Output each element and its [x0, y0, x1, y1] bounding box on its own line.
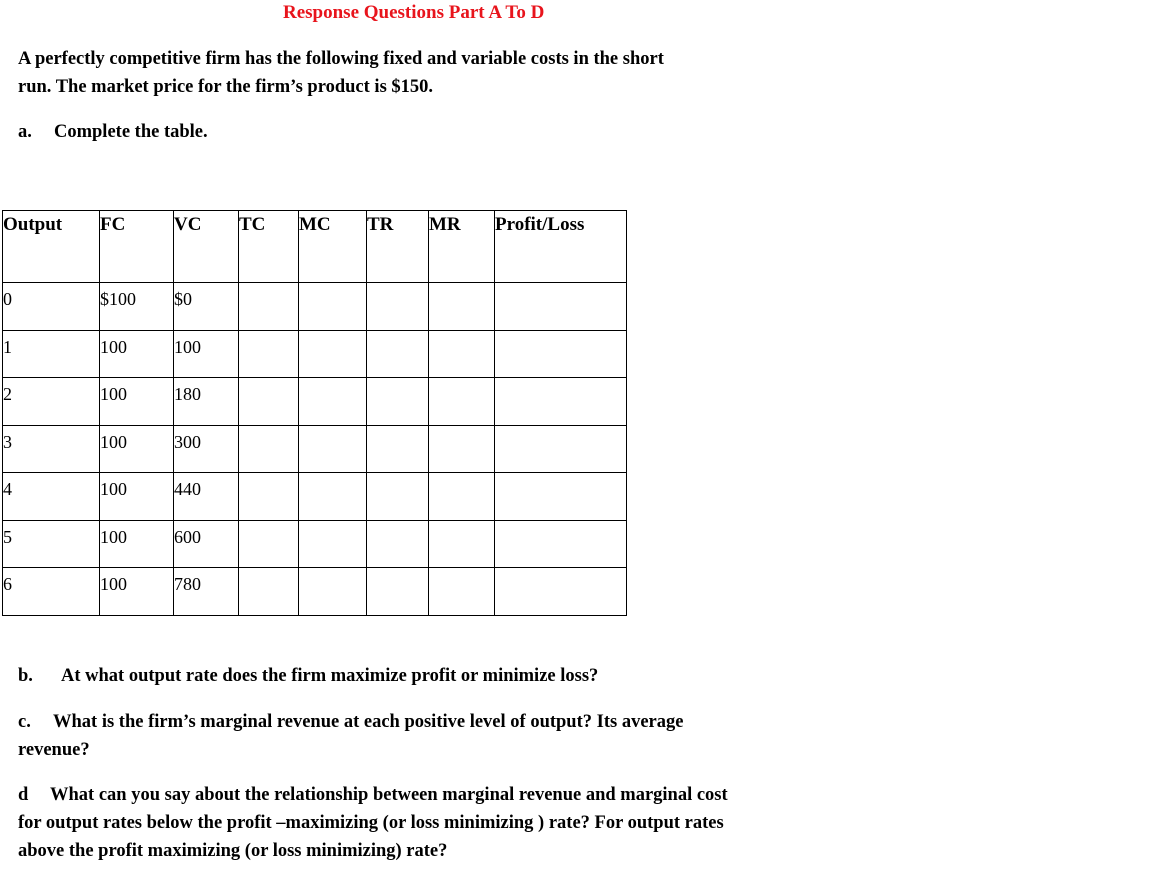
question-a-text: Complete the table.: [54, 122, 208, 142]
cell-mr[interactable]: [429, 330, 495, 378]
cell-vc: 300: [174, 425, 239, 473]
cell-profit-loss[interactable]: [495, 568, 627, 616]
table-row: [3, 520, 627, 568]
cell-profit-loss[interactable]: [495, 330, 627, 378]
cell-vc: 100: [174, 330, 239, 378]
cell-profit-loss[interactable]: [495, 378, 627, 426]
cell-fc: 100: [100, 473, 174, 521]
cost-table: [2, 210, 627, 616]
cell-output: 5: [3, 520, 100, 568]
question-b-text: At what output rate does the firm maximize profit or minimize loss?: [61, 666, 599, 686]
cell-mr[interactable]: [429, 283, 495, 331]
question-b: [18, 662, 598, 690]
cell-tc[interactable]: [239, 378, 299, 426]
cell-tr[interactable]: [367, 378, 429, 426]
cell-profit-loss[interactable]: [495, 520, 627, 568]
header-output: Output: [3, 211, 100, 283]
cell-tr[interactable]: [367, 568, 429, 616]
cell-fc: 100: [100, 520, 174, 568]
question-b-label: b.: [18, 666, 33, 686]
header-tc: TC: [239, 211, 299, 283]
header-fc: FC: [100, 211, 174, 283]
cell-mc[interactable]: [299, 378, 367, 426]
question-c: [18, 708, 683, 764]
question-d-line-1: What can you say about the relationship between marginal revenue and marginal cost: [50, 785, 728, 805]
cell-tr[interactable]: [367, 473, 429, 521]
cell-mr[interactable]: [429, 378, 495, 426]
cell-output: 3: [3, 425, 100, 473]
question-d-line-3: above the profit maximizing (or loss minimizing) rate?: [18, 841, 448, 861]
intro-paragraph: [18, 45, 664, 101]
intro-line-1: A perfectly competitive firm has the following fixed and variable costs in the short: [18, 49, 664, 69]
cell-output: 6: [3, 568, 100, 616]
cell-mr[interactable]: [429, 568, 495, 616]
cell-vc: $0: [174, 283, 239, 331]
cell-mr[interactable]: [429, 473, 495, 521]
cell-mc[interactable]: [299, 473, 367, 521]
cell-vc: 600: [174, 520, 239, 568]
header-vc: VC: [174, 211, 239, 283]
cell-output: 1: [3, 330, 100, 378]
question-d-line-2: for output rates below the profit –maximizing (or loss minimizing ) rate? For output rates: [18, 813, 724, 833]
cell-tc[interactable]: [239, 568, 299, 616]
cell-tr[interactable]: [367, 330, 429, 378]
cell-output: 4: [3, 473, 100, 521]
cell-mr[interactable]: [429, 520, 495, 568]
cell-tr[interactable]: [367, 520, 429, 568]
question-a-label: a.: [18, 122, 32, 142]
cell-vc: 780: [174, 568, 239, 616]
cell-profit-loss[interactable]: [495, 283, 627, 331]
cell-fc: 100: [100, 378, 174, 426]
table-row: [3, 330, 627, 378]
question-d: [18, 781, 728, 865]
cell-tc[interactable]: [239, 473, 299, 521]
table-row: [3, 425, 627, 473]
header-mc: MC: [299, 211, 367, 283]
question-a: [18, 118, 208, 146]
table-header-row: [3, 211, 627, 283]
cell-fc: 100: [100, 330, 174, 378]
cell-vc: 180: [174, 378, 239, 426]
cell-mc[interactable]: [299, 568, 367, 616]
header-tr: TR: [367, 211, 429, 283]
question-c-label: c.: [18, 712, 31, 732]
cell-tc[interactable]: [239, 425, 299, 473]
cell-fc: $100: [100, 283, 174, 331]
cell-mr[interactable]: [429, 425, 495, 473]
question-d-label: d: [18, 785, 29, 805]
cell-tc[interactable]: [239, 330, 299, 378]
cell-profit-loss[interactable]: [495, 473, 627, 521]
cell-mc[interactable]: [299, 283, 367, 331]
cell-tc[interactable]: [239, 283, 299, 331]
cell-vc: 440: [174, 473, 239, 521]
table-row: [3, 568, 627, 616]
page-title: Response Questions Part A To D: [283, 2, 545, 23]
cell-tr[interactable]: [367, 425, 429, 473]
cell-mc[interactable]: [299, 330, 367, 378]
question-c-line-2: revenue?: [18, 740, 90, 760]
header-profit-loss: Profit/Loss: [495, 211, 627, 283]
cell-mc[interactable]: [299, 425, 367, 473]
cell-output: 2: [3, 378, 100, 426]
cell-output: 0: [3, 283, 100, 331]
cell-fc: 100: [100, 568, 174, 616]
table-row: [3, 283, 627, 331]
question-c-line-1: What is the firm’s marginal revenue at each positive level of output? Its average: [53, 712, 684, 732]
intro-line-2: run. The market price for the firm’s product is $150.: [18, 77, 434, 97]
table-row: [3, 473, 627, 521]
header-mr: MR: [429, 211, 495, 283]
cell-tr[interactable]: [367, 283, 429, 331]
cell-tc[interactable]: [239, 520, 299, 568]
cell-profit-loss[interactable]: [495, 425, 627, 473]
cell-mc[interactable]: [299, 520, 367, 568]
cell-fc: 100: [100, 425, 174, 473]
table-row: [3, 378, 627, 426]
